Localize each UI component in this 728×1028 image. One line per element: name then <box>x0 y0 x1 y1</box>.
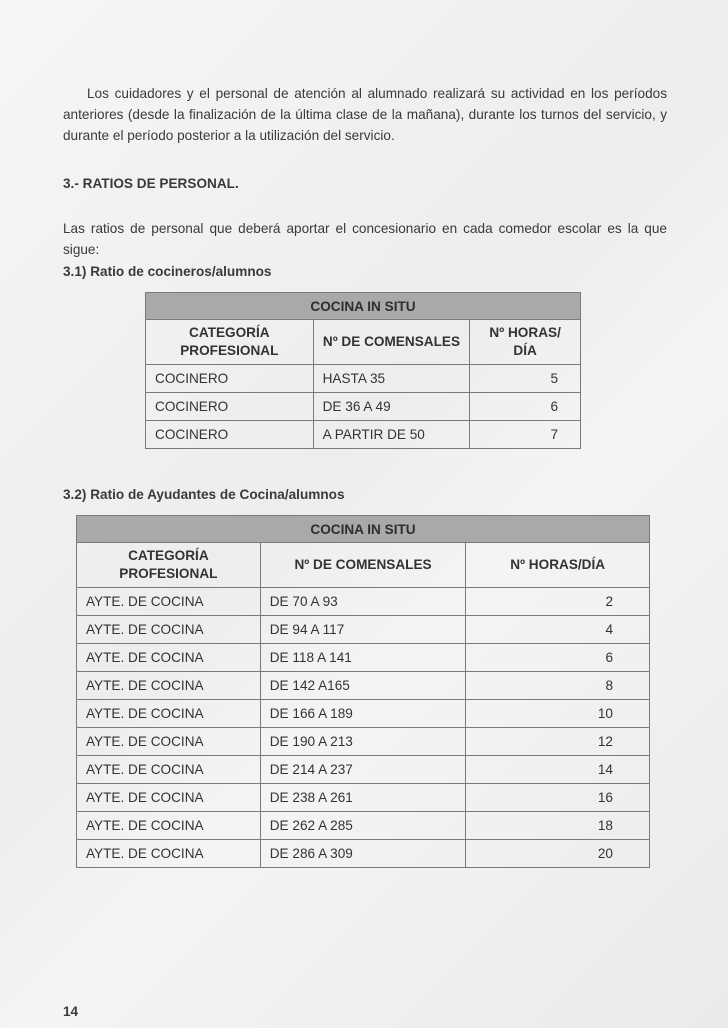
category-cell: AYTE. DE COCINA <box>77 784 261 812</box>
category-cell: COCINERO <box>146 421 314 449</box>
hours-cell: 6 <box>470 393 581 421</box>
category-cell: AYTE. DE COCINA <box>77 756 261 784</box>
table2-col-hours: Nº HORAS/DÍA <box>466 543 650 588</box>
hours-cell: 6 <box>466 644 650 672</box>
table-row <box>77 756 650 784</box>
table-row <box>77 672 650 700</box>
hours-cell: 2 <box>466 588 650 616</box>
hours-cell: 16 <box>466 784 650 812</box>
hours-cell: 4 <box>466 616 650 644</box>
diners-cell: DE 118 A 141 <box>260 644 466 672</box>
hours-cell: 20 <box>466 840 650 868</box>
diners-cell: DE 94 A 117 <box>260 616 466 644</box>
table-row <box>146 421 581 449</box>
table2-col-diners: Nº DE COMENSALES <box>260 543 466 588</box>
table-row <box>77 784 650 812</box>
table1-banner: COCINA IN SITU <box>146 293 581 320</box>
table-row <box>77 840 650 868</box>
category-cell: AYTE. DE COCINA <box>77 700 261 728</box>
category-cell: AYTE. DE COCINA <box>77 588 261 616</box>
diners-cell: DE 142 A165 <box>260 672 466 700</box>
table-row <box>77 644 650 672</box>
category-cell: AYTE. DE COCINA <box>77 728 261 756</box>
diners-cell: DE 214 A 237 <box>260 756 466 784</box>
category-cell: AYTE. DE COCINA <box>77 812 261 840</box>
table1-col-hours: Nº HORAS/ DÍA <box>470 320 581 365</box>
cook-ratio-table <box>145 292 581 449</box>
table-row <box>77 728 650 756</box>
assistant-ratio-table <box>76 515 650 868</box>
category-cell: AYTE. DE COCINA <box>77 840 261 868</box>
intro-paragraph: Los cuidadores y el personal de atención al alumnado realizará su actividad en los períodos anteriores (desde la finalización de la última clase de la mañana), durante los turnos del servicio, y durante el período posterior a la utilización del servicio. <box>63 86 667 143</box>
hours-cell: 10 <box>466 700 650 728</box>
diners-cell: DE 262 A 285 <box>260 812 466 840</box>
category-cell: COCINERO <box>146 365 314 393</box>
hours-cell: 14 <box>466 756 650 784</box>
table1-heading: 3.1) Ratio de cocineros/alumnos <box>63 264 272 279</box>
diners-cell: DE 36 A 49 <box>313 393 470 421</box>
table2-col-category: CATEGORÍA PROFESIONAL <box>77 543 261 588</box>
table2-heading: 3.2) Ratio de Ayudantes de Cocina/alumnos <box>63 487 345 502</box>
table1-col-diners: Nº DE COMENSALES <box>313 320 470 365</box>
diners-cell: DE 190 A 213 <box>260 728 466 756</box>
hours-cell: 5 <box>470 365 581 393</box>
section-title: 3.- RATIOS DE PERSONAL. <box>63 176 239 191</box>
diners-cell: DE 238 A 261 <box>260 784 466 812</box>
table-row <box>77 588 650 616</box>
table1-col-category: CATEGORÍA PROFESIONAL <box>146 320 314 365</box>
table-row <box>146 365 581 393</box>
ratios-paragraph: Las ratios de personal que deberá aportar el concesionario en cada comedor escolar es la que sigue: <box>63 221 667 257</box>
diners-cell: DE 286 A 309 <box>260 840 466 868</box>
table-row <box>77 616 650 644</box>
table2-banner: COCINA IN SITU <box>77 516 650 543</box>
hours-cell: 8 <box>466 672 650 700</box>
category-cell: AYTE. DE COCINA <box>77 672 261 700</box>
category-cell: COCINERO <box>146 393 314 421</box>
diners-cell: DE 166 A 189 <box>260 700 466 728</box>
category-cell: AYTE. DE COCINA <box>77 644 261 672</box>
table-row <box>77 700 650 728</box>
hours-cell: 7 <box>470 421 581 449</box>
diners-cell: A PARTIR DE 50 <box>313 421 470 449</box>
hours-cell: 12 <box>466 728 650 756</box>
hours-cell: 18 <box>466 812 650 840</box>
diners-cell: DE 70 A 93 <box>260 588 466 616</box>
category-cell: AYTE. DE COCINA <box>77 616 261 644</box>
table-row <box>146 393 581 421</box>
diners-cell: HASTA 35 <box>313 365 470 393</box>
page-number: 14 <box>63 1004 79 1019</box>
table-row <box>77 812 650 840</box>
